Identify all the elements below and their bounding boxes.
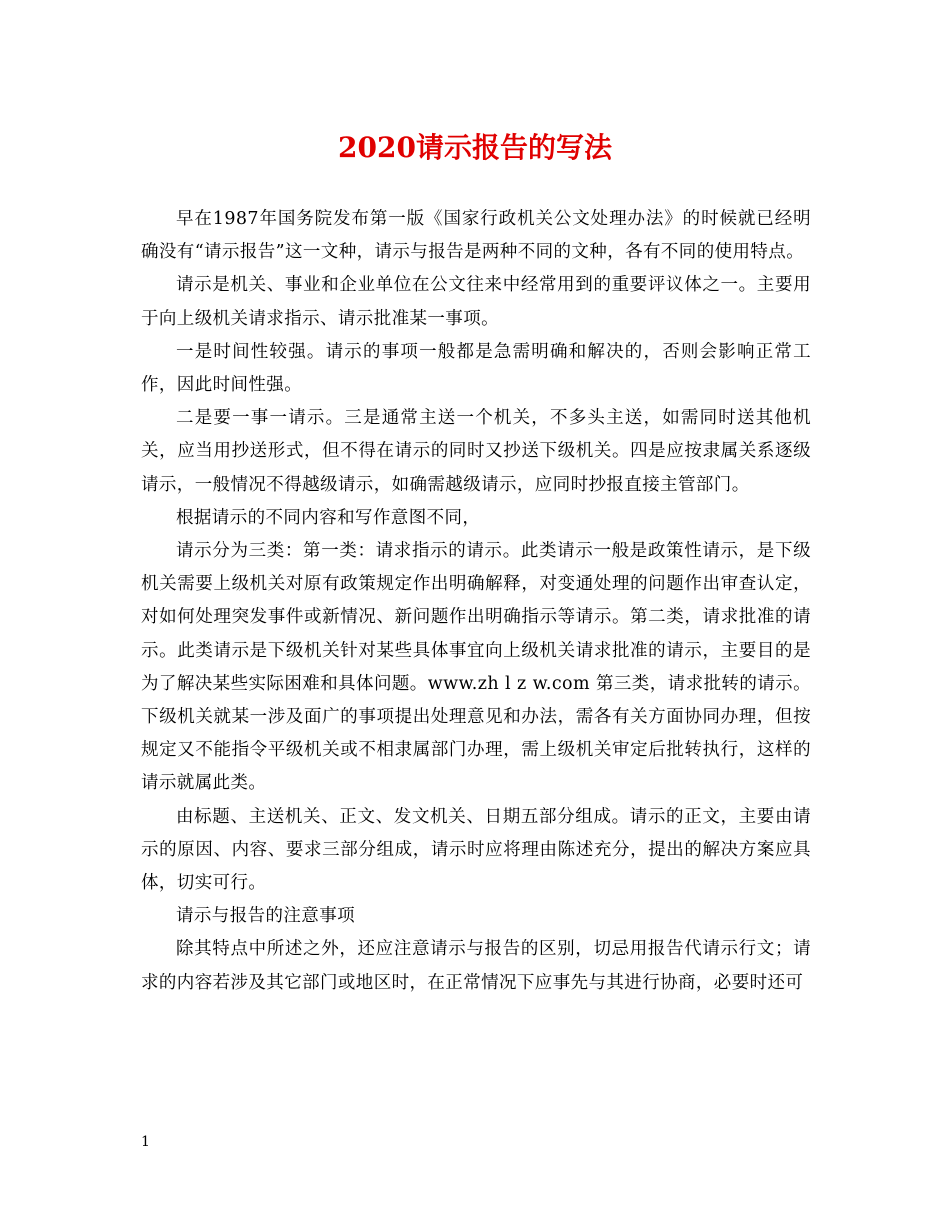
document-body [141, 203, 811, 1000]
paragraph-4: 二是要一事一请示。三是通常主送一个机关，不多头主送，如需同时送其他机关，应当用抄送形式，但不得在请示的同时又抄送下级机关。四是应按隶属关系逐级请示，一般情况不得越级请示，如确需越级请示，应同时抄报直接主管部门。 [141, 408, 811, 495]
paragraph-3: 一是时间性较强。请示的事项一般都是急需明确和解决的，否则会影响正常工作，因此时间性强。 [141, 341, 811, 396]
paragraph-1: 早在1987年国务院发布第一版《国家行政机关公文处理办法》的时候就已经明确没有“请示报告”这一文种，请示与报告是两种不同的文种，各有不同的使用特点。 [141, 209, 811, 263]
paragraph-6: 请示分为三类：第一类：请求指示的请示。此类请示一般是政策性请示，是下级机关需要上级机关对原有政策规定作出明确解释，对变通处理的问题作出审查认定，对如何处理突发事件或新情况、新问题作出明确指示等请示。第二类，请求批准的请示。此类请示是下级机关针对某些具体事宜向上级机关请求批准的请示，主要目的是为了解决某些实际困难和具体问题。www.zh l z w.com 第三类，请求批转的请示。下级机关就某一涉及面广的事项提出处理意见和办法，需各有关方面协同办理，但按规定又不能指令平级机关或不相隶属部门办理，需上级机关审定后批转执行，这样的请示就属此类。 [141, 541, 811, 794]
paragraph-9: 除其特点中所述之外，还应注意请示与报告的区别，切忌用报告代请示行文；请求的内容若涉及其它部门或地区时，在正常情况下应事先与其进行协商，必要时还可 [141, 939, 811, 993]
page-number: 1 [141, 1134, 150, 1150]
section-heading-notes: 请示与报告的注意事项 [176, 906, 355, 927]
paragraph-5: 根据请示的不同内容和写作意图不同， [176, 507, 481, 528]
paragraph-7: 由标题、主送机关、正文、发文机关、日期五部分组成。请示的正文，主要由请示的原因、内容、要求三部分组成，请示时应将理由陈述充分，提出的解决方案应具体，切实可行。 [141, 806, 811, 894]
document-title: 2020请示报告的写法 [338, 131, 612, 164]
paragraph-2: 请示是机关、事业和企业单位在公文往来中经常用到的重要评议体之一。主要用于向上级机关请求指示、请示批准某一事项。 [141, 275, 811, 329]
